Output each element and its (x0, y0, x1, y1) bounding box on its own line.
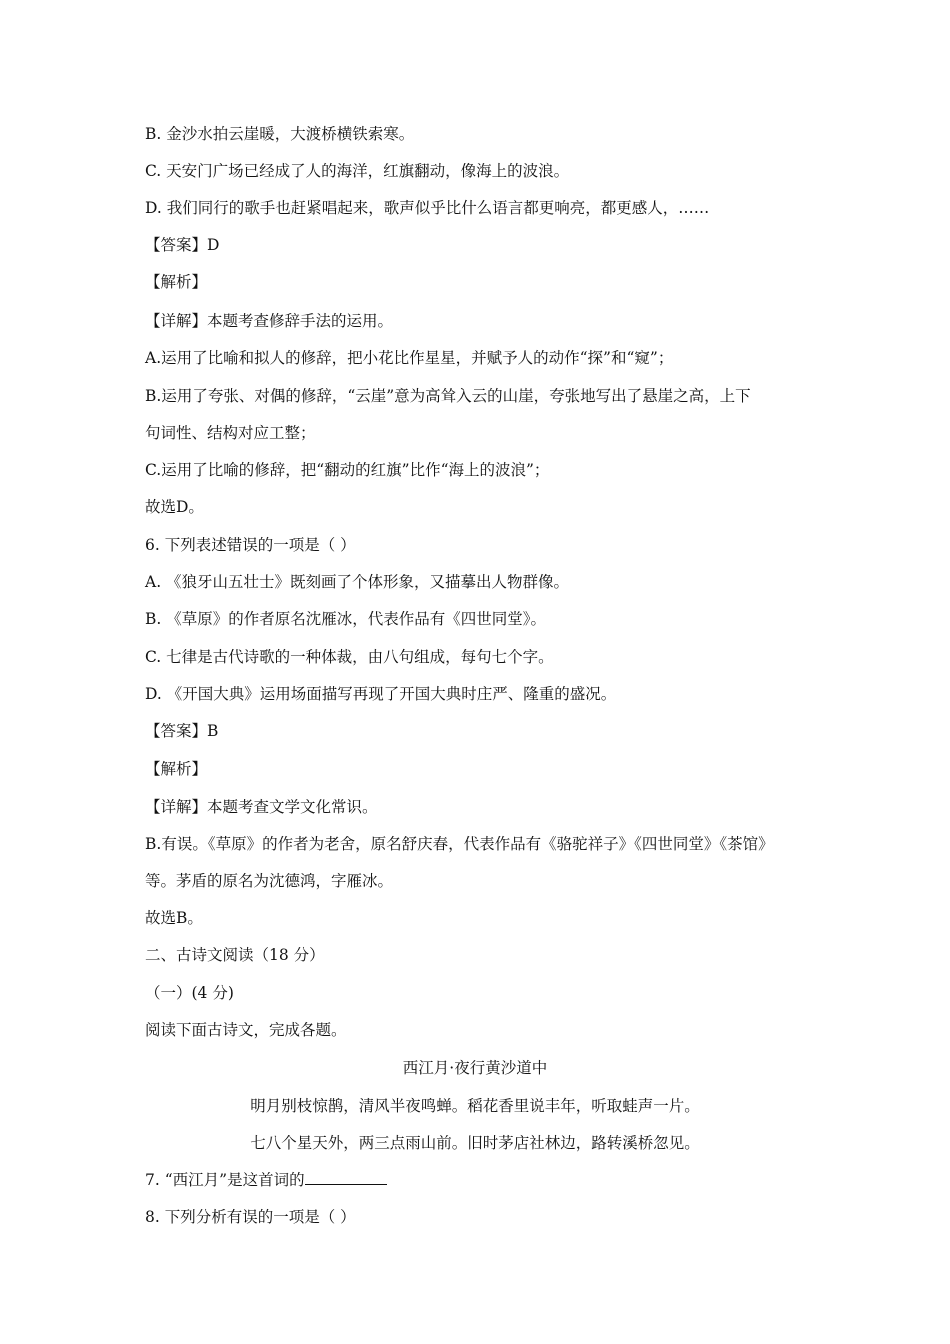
q5-conclusion: 故选D。 (145, 498, 204, 516)
q5-explanation-c: C.运用了比喻的修辞，把“翻动的红旗”比作“海上的波浪”； (145, 461, 550, 479)
q6-option-d: D. 《开国大典》运用场面描写再现了开国大典时庄严、隆重的盛况。 (145, 685, 617, 703)
q6-question: 6. 下列表述错误的一项是（ ） (145, 536, 356, 554)
q6-option-c: C. 七律是古代诗歌的一种体裁，由八句组成，每句七个字。 (145, 648, 554, 666)
q6-detail: 【详解】本题考查文学文化常识。 (145, 798, 378, 816)
q5-option-d: D. 我们同行的歌手也赶紧唱起来，歌声似乎比什么语言都更响亮，都更感人，…… (145, 199, 710, 217)
poem-title: 西江月·夜行黄沙道中 (402, 1059, 548, 1077)
q6-answer: 【答案】B (145, 722, 219, 740)
poem-line-2: 七八个星天外，两三点雨山前。旧时茅店社林边，路转溪桥忽见。 (250, 1134, 700, 1152)
q7-question (145, 1170, 387, 1190)
q6-analysis-label: 【解析】 (145, 760, 208, 778)
section-heading: 二、古诗文阅读（18 分） (145, 946, 325, 964)
q6-explanation-b-line1: B.有误。《草原》的作者为老舍，原名舒庆春，代表作品有《骆驼祥子》《四世同堂》《茶馆》 (145, 835, 774, 853)
q8-question: 8. 下列分析有误的一项是（ ） (145, 1208, 356, 1226)
q5-detail: 【详解】本题考查修辞手法的运用。 (145, 312, 394, 330)
q5-explanation-b-line2: 句词性、结构对应工整； (145, 424, 316, 442)
q6-conclusion: 故选B。 (145, 909, 203, 927)
q7-answer-blank (305, 1170, 387, 1185)
q7-question-text: 7. “西江月”是这首词的 (145, 1171, 305, 1189)
q5-answer: 【答案】D (145, 236, 220, 254)
q5-explanation-b-line1: B.运用了夸张、对偶的修辞，“云崖”意为高耸入云的山崖，夸张地写出了悬崖之高，上下 (145, 387, 751, 405)
q6-option-b: B. 《草原》的作者原名沈雁冰，代表作品有《四世同堂》。 (145, 610, 546, 628)
q5-analysis-label: 【解析】 (145, 273, 208, 291)
q5-option-b: B. 金沙水拍云崖暖，大渡桥横铁索寒。 (145, 125, 415, 143)
q5-explanation-a: A.运用了比喻和拟人的修辞，把小花比作星星，并赋予人的动作“探”和“窥”； (145, 349, 674, 367)
q6-option-a: A. 《狼牙山五壮士》既刻画了个体形象，又描摹出人物群像。 (145, 573, 570, 591)
sub-section-heading: （一）(4 分) (145, 984, 234, 1002)
q6-explanation-b-line2: 等。茅盾的原名为沈德鸿，字雁冰。 (145, 872, 394, 890)
reading-instruction: 阅读下面古诗文，完成各题。 (145, 1021, 347, 1039)
q5-option-c: C. 天安门广场已经成了人的海洋，红旗翻动，像海上的波浪。 (145, 162, 570, 180)
poem-line-1: 明月别枝惊鹊，清风半夜鸣蝉。稻花香里说丰年，听取蛙声一片。 (250, 1097, 700, 1115)
